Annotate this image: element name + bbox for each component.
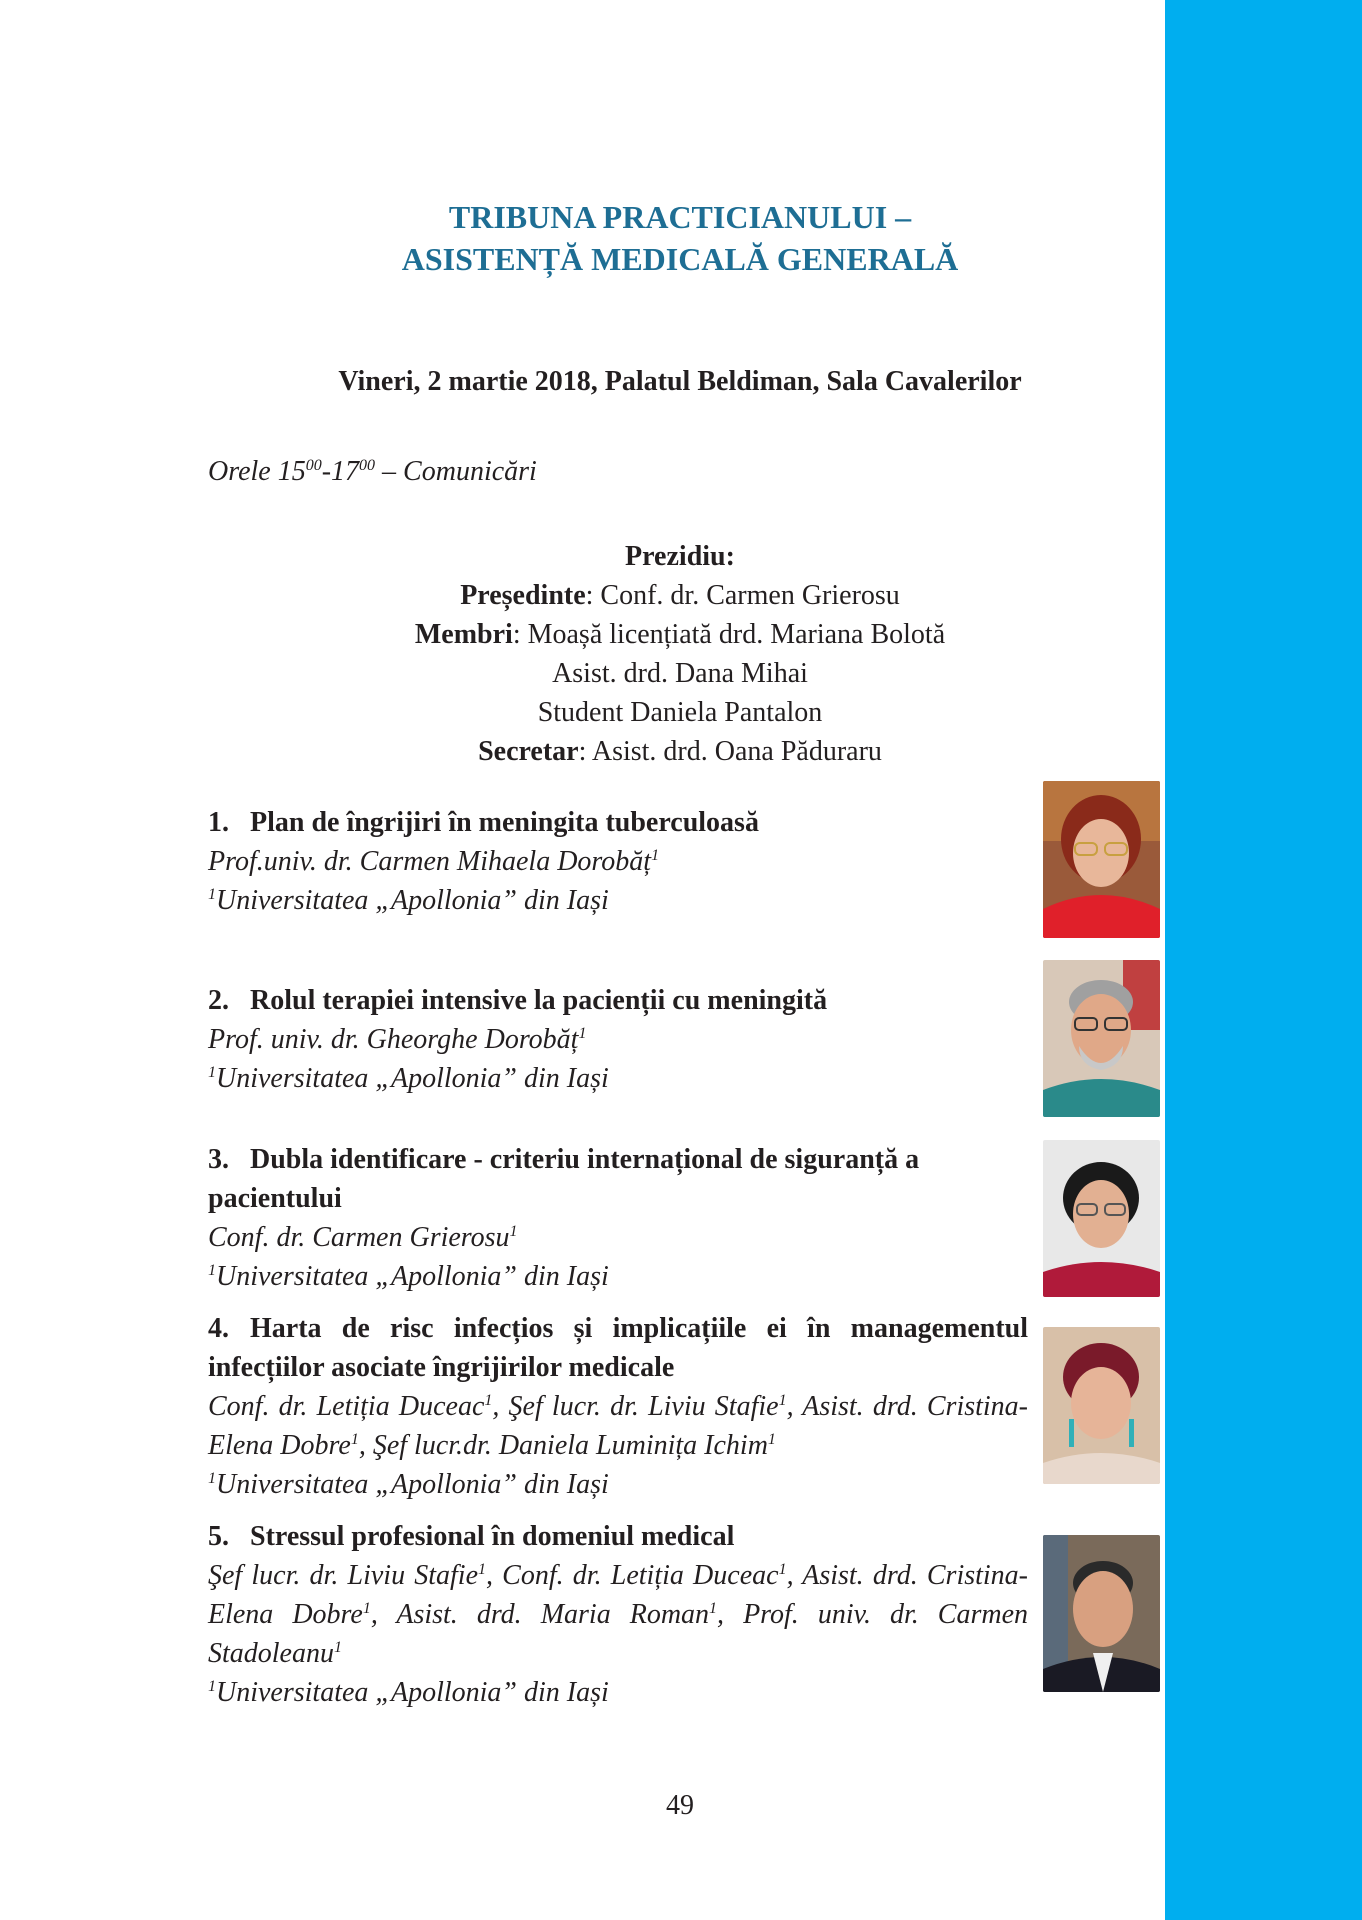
talk-affiliation: $^1$Universitatea „Apollonia” din Iași — [208, 1261, 609, 1292]
presidium-member-3: Student Daniela Pantalon — [537, 697, 823, 728]
title-line-1: TRIBUNA PRACTICIANULUI – — [448, 199, 912, 235]
talk-affiliation: $^1$Universitatea „Apollonia” din Iași — [208, 1677, 609, 1708]
presidium — [208, 537, 1152, 771]
speaker-photo — [1043, 1327, 1160, 1484]
session-hours: Orele $15^{00}-17^{00}$ – Comunicări — [208, 456, 537, 487]
talk-affiliation: $^1$Universitatea „Apollonia” din Iași — [208, 1469, 609, 1500]
page-number: 49 — [666, 1790, 694, 1821]
talk-title: 3. Dubla identificare - criteriu internațional de siguranță a pacientului — [208, 1144, 920, 1214]
presidium-members: Membri: Moașă licențiată drd. Mariana Bolotă — [414, 619, 946, 650]
blue-sidebar — [1165, 0, 1362, 1920]
speaker-photo — [1043, 960, 1160, 1117]
speaker-photo — [1043, 1140, 1160, 1297]
talk-item — [208, 981, 1028, 1098]
presidium-secretary: Secretar: Asist. drd. Oana Păduraru — [478, 736, 882, 767]
speaker-photo — [1043, 1535, 1160, 1692]
page-title — [208, 196, 1152, 280]
presidium-heading: Prezidiu: — [625, 541, 735, 572]
speaker-photo — [1043, 781, 1160, 938]
presidium-member-2: Asist. drd. Dana Mihai — [552, 658, 808, 689]
talk-authors: Şef lucr. dr. Liviu Stafie$^1$, Conf. dr. Letiția Duceac$^1$, Asist. drd. Cristina-Elena Dobre$^1$, Asist. drd. Maria Roman$^1$, Prof. univ. dr. Carmen Stadoleanu$^1$ — [208, 1560, 1029, 1669]
talk-item — [208, 1517, 1028, 1712]
talk-title: 5. Stressul profesional în domeniul medical — [208, 1521, 735, 1552]
presidium-president: Președinte: Conf. dr. Carmen Grierosu — [460, 580, 900, 611]
talk-affiliation: $^1$Universitatea „Apollonia” din Iași — [208, 885, 609, 916]
talk-authors: Conf. dr. Carmen Grierosu$^1$ — [208, 1222, 518, 1253]
talk-authors: Prof.univ. dr. Carmen Mihaela Dorobăț$^1$ — [208, 846, 660, 877]
talk-item — [208, 1309, 1028, 1504]
talk-title: 2. Rolul terapiei intensive la pacienții cu meningită — [208, 985, 828, 1016]
date-location: Vineri, 2 martie 2018, Palatul Beldiman, Sala Cavalerilor — [338, 366, 1022, 397]
talk-title: 1. Plan de îngrijiri în meningita tuberculoasă — [208, 807, 759, 838]
talk-affiliation: $^1$Universitatea „Apollonia” din Iași — [208, 1063, 609, 1094]
talk-item — [208, 803, 1028, 920]
talk-authors: Conf. dr. Letiția Duceac$^1$, Şef lucr. dr. Liviu Stafie$^1$, Asist. drd. Cristina-Elena Dobre$^1$, Şef lucr.dr. Daniela Luminița Ichim$^1$ — [208, 1391, 1029, 1461]
talk-title: 4. Harta de risc infecțios și implicațiile ei în managementul infecțiilor asociate îngrijirilor medicale — [208, 1313, 1028, 1383]
talk-item — [208, 1140, 1028, 1296]
title-line-2: ASISTENȚĂ MEDICALĂ GENERALĂ — [401, 241, 959, 277]
talk-authors: Prof. univ. dr. Gheorghe Dorobăț$^1$ — [208, 1024, 587, 1055]
